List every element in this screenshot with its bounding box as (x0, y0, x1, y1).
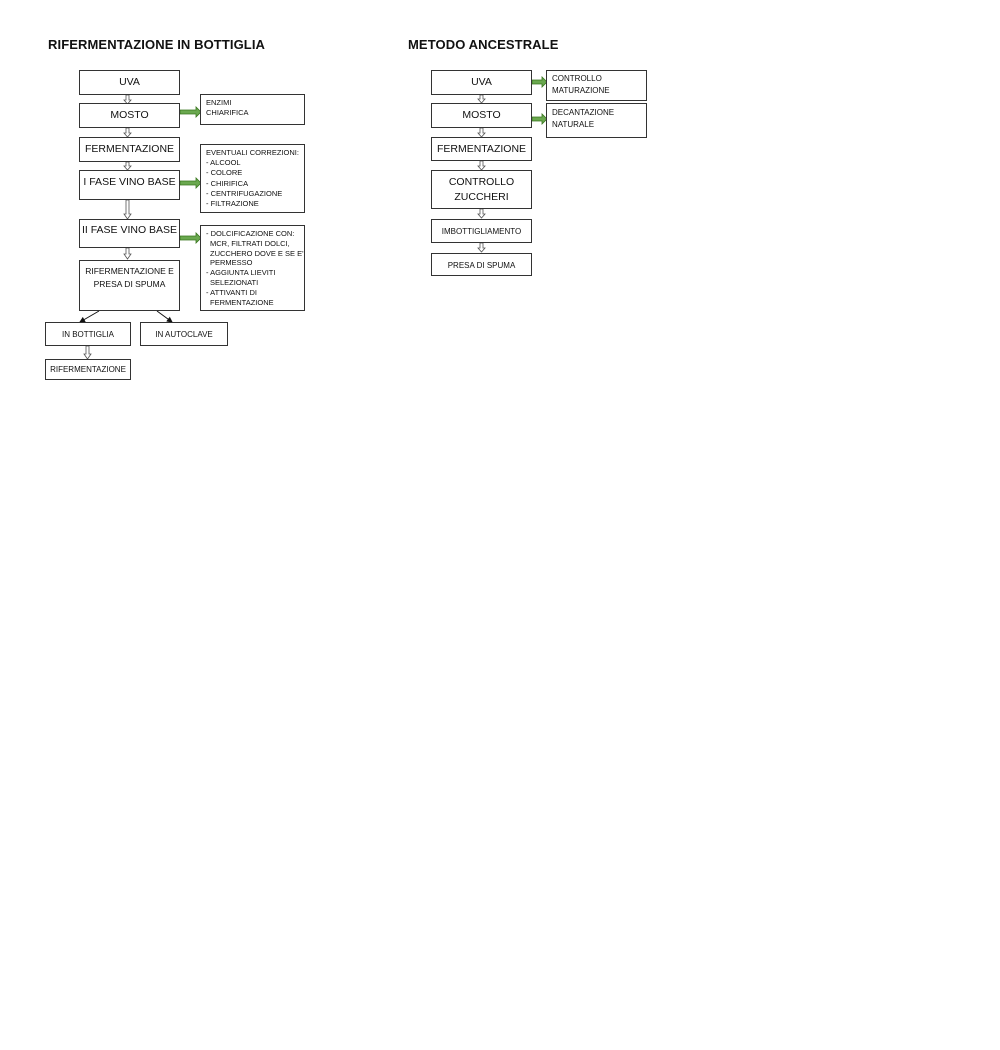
note-dolcificazione (200, 225, 305, 311)
green-arrow-ifase (180, 178, 201, 188)
r-note-decantazione-naturale (546, 103, 647, 138)
note-correzioni-line-4: - CHIRIFICA (206, 178, 249, 188)
down-arrow-r-mosto-ferm (478, 128, 485, 137)
r-step-presa-di-spuma: PRESA DI SPUMA (431, 253, 532, 276)
step-fermentazione: FERMENTAZIONE (79, 137, 180, 162)
note-enzimi-chiarifica (200, 94, 305, 125)
note-correzioni-line-6: - FILTRAZIONE (206, 199, 259, 209)
r-note-maturazione-line-1: CONTROLLO (552, 74, 602, 83)
note-eventuali-correzioni (200, 144, 305, 213)
note-correzioni-line-3: - COLORE (206, 168, 243, 178)
left-diagram-title: RIFERMENTAZIONE IN BOTTIGLIA (48, 37, 266, 52)
right-diagram-title: METODO ANCESTRALE (408, 37, 559, 52)
step-rifermentazione-line-1: RIFERMENTAZIONE E (85, 266, 174, 276)
step-rifermentazione-presa-spuma (79, 260, 180, 311)
r-step-controllo-zuccheri (431, 170, 532, 209)
green-arrow-mosto (180, 107, 201, 117)
note-dolcificazione-line-4: PERMESSO (210, 258, 253, 268)
down-arrow-iifase-riferm (124, 248, 131, 259)
down-arrow-r-controllo-imbott (478, 209, 485, 218)
r-note-controllo-maturazione (546, 70, 647, 101)
r-step-uva: UVA (431, 70, 532, 95)
r-note-maturazione-line-2: MATURAZIONE (552, 86, 610, 95)
r-step-mosto: MOSTO (431, 103, 532, 128)
step-ii-fase-vino-base: II FASE VINO BASE (79, 219, 180, 248)
r-step-imbottigliamento: IMBOTTIGLIAMENTO (431, 219, 532, 243)
step-rifermentazione-line-2: PRESA DI SPUMA (93, 279, 166, 289)
note-correzioni-line-2: - ALCOOL (206, 158, 241, 168)
note-dolcificazione-line-3: ZUCCHERO DOVE E SE E' (210, 248, 304, 258)
final-rifermentazione: RIFERMENTAZIONE (45, 359, 131, 380)
note-dolcificazione-line-8: FERMENTAZIONE (210, 297, 274, 307)
down-arrow-r-imbott-presa (478, 243, 485, 252)
branch-in-bottiglia: IN BOTTIGLIA (45, 322, 131, 346)
r-step-fermentazione: FERMENTAZIONE (431, 137, 532, 161)
r-controllo-line-2: ZUCCHERI (454, 190, 509, 203)
step-mosto: MOSTO (79, 103, 180, 128)
r-note-decantazione-line-1: DECANTAZIONE (552, 108, 615, 117)
green-arrow-iifase (180, 233, 201, 243)
green-arrows-right (532, 77, 547, 124)
r-note-decantazione-line-2: NATURALE (552, 120, 595, 129)
down-arrow-r-uva-mosto (478, 95, 485, 103)
step-i-fase-vino-base: I FASE VINO BASE (79, 170, 180, 200)
down-arrow-bottiglia-riferm (84, 346, 91, 359)
branch-lines (80, 311, 172, 322)
note-dolcificazione-line-1: - DOLCIFICAZIONE CON: (206, 229, 295, 238)
down-arrow-ferm-ifase (124, 162, 131, 170)
note-correzioni-line-5: - CENTRIFUGAZIONE (206, 188, 283, 198)
note-dolcificazione-line-2: MCR, FILTRATI DOLCI, (210, 238, 290, 248)
note-enzimi-line-1: ENZIMI (206, 98, 232, 107)
note-correzioni-line-1: EVENTUALI CORREZIONI: (206, 148, 299, 157)
note-enzimi-line-2: CHIARIFICA (206, 108, 249, 118)
note-dolcificazione-line-5: - AGGIUNTA LIEVITI (206, 268, 276, 278)
branch-in-autoclave: IN AUTOCLAVE (140, 322, 228, 346)
r-controllo-line-1: CONTROLLO (448, 175, 515, 188)
note-dolcificazione-line-7: - ATTIVANTI DI (206, 287, 257, 297)
green-arrow-r-mosto (532, 114, 547, 124)
step-uva: UVA (79, 70, 180, 95)
down-arrow-r-ferm-controllo (478, 161, 485, 170)
note-dolcificazione-line-6: SELEZIONATI (210, 277, 259, 287)
down-arrow-ifase-iifase (124, 200, 131, 219)
green-arrow-r-uva (532, 77, 547, 87)
down-arrow-mosto-ferm (124, 128, 131, 137)
green-arrows-left (180, 107, 201, 243)
